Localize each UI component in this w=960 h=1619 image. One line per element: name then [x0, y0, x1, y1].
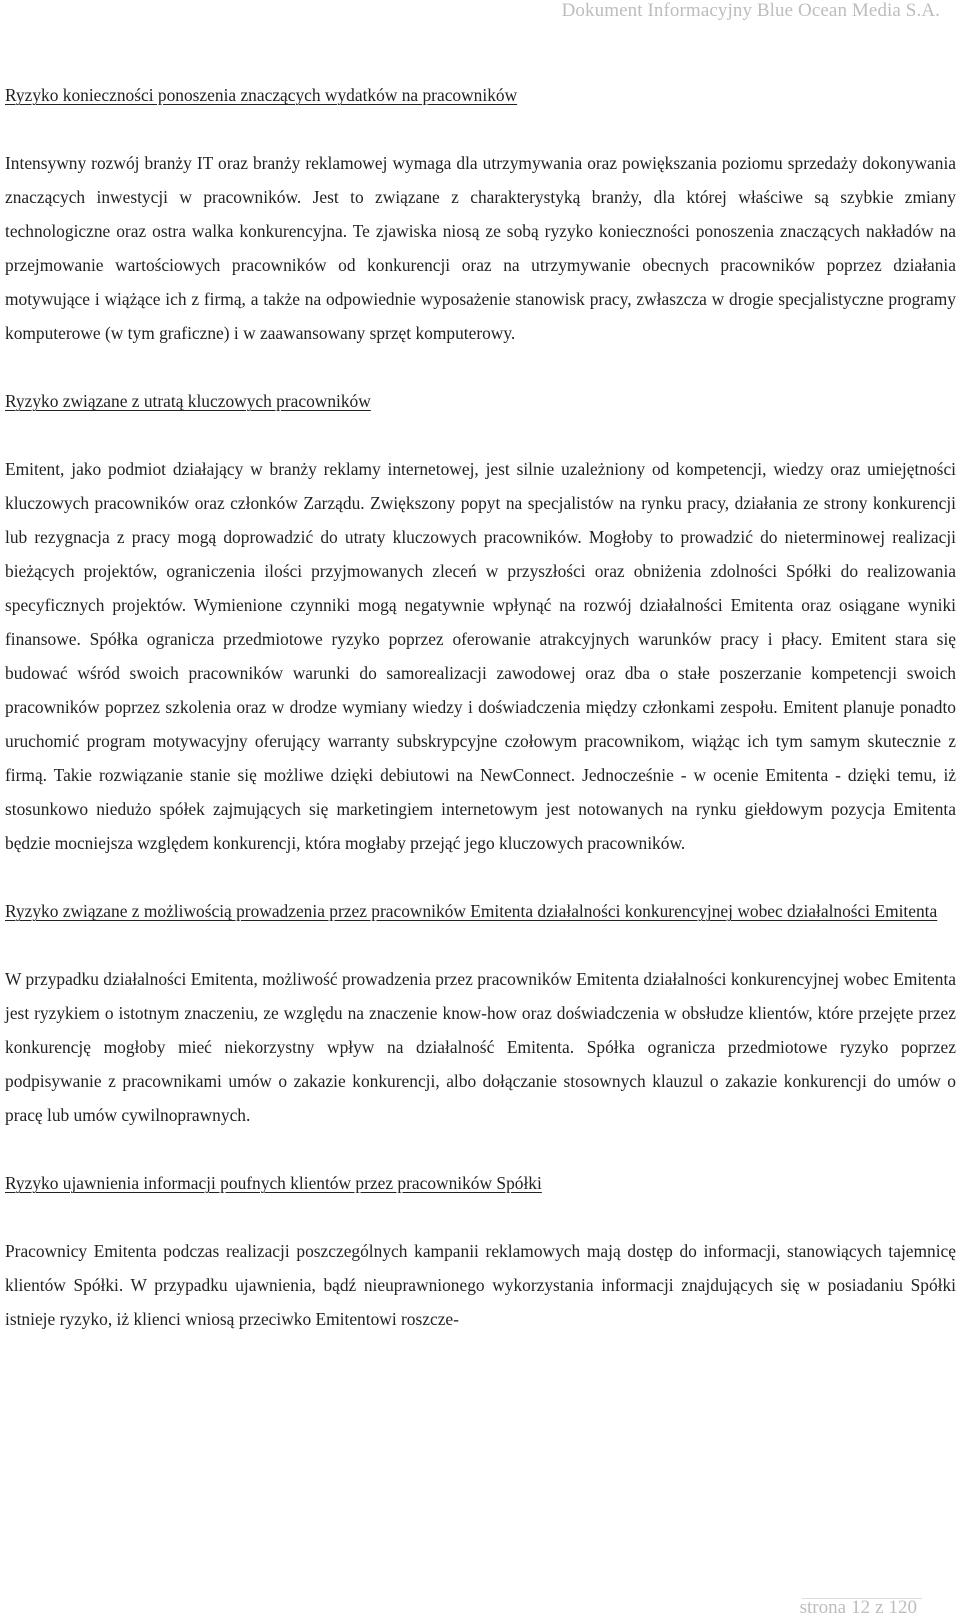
- page-current: 12: [851, 1597, 871, 1618]
- spacer: [5, 418, 956, 452]
- spacer: [5, 350, 956, 384]
- paragraph-competing-activity: W przypadku działalności Emitenta, możliwość prowadzenia przez pracowników Emitenta działalności konkurencyjnej wobec Emitenta jest ryzykiem o istotnym znaczeniu, ze względu na znaczenie know-how oraz doświadczenia w obsłudze klientów, które przejęte przez konkurencję mogłoby mieć niekorzystny wpływ na działalność Emitenta. Spółka ogranicza przedmiotowe ryzyko poprzez podpisywanie z pracownikami umów o zakazie konkurencji, albo dołączanie stosownych klauzul o zakazie konkurencji do umów o pracę lub umów cywilnoprawnych.: [5, 969, 956, 1125]
- section-heading-employee-costs: Ryzyko konieczności ponoszenia znaczących wydatków na pracowników: [5, 85, 518, 105]
- page-separator: z: [875, 1597, 884, 1618]
- page-label: strona: [799, 1597, 847, 1618]
- document-body: [5, 78, 956, 1336]
- section-heading-key-staff-loss: Ryzyko związane z utratą kluczowych pracowników: [5, 391, 371, 411]
- spacer: [5, 1132, 956, 1166]
- page-number: [800, 1597, 922, 1619]
- paragraph-key-staff-loss: Emitent, jako podmiot działający w branży reklamy internetowej, jest silnie uzależniony od kompetencji, wiedzy oraz umiejętności kluczowych pracowników oraz członków Zarządu. Zwiększony popyt na specjalistów na rynku pracy, działania ze strony konkurencji lub rezygnacja z pracy mogą doprowadzić do utraty kluczowych pracowników. Mogłoby to prowadzić do nieterminowej realizacji bieżących projektów, ograniczenia ilości przyjmowanych zleceń w przyszłości oraz obniżenia zdolności Spółki do realizowania specyficznych projektów. Wymienione czynniki mogą negatywnie wpłynąć na rozwój działalności Emitenta oraz osiągane wyniki finansowe. Spółka ogranicza przedmiotowe ryzyko poprzez oferowanie atrakcyjnych warunków pracy i płacy. Emitent stara się budować wśród swoich pracowników warunki do samorealizacji zawodowej oraz dba o stałe poszerzanie kompetencji swoich pracowników poprzez szkolenia oraz w drodze wymiany wiedzy i doświadczenia między członkami zespołu. Emitent planuje ponadto uruchomić program motywacyjny oferujący warranty subskrypcyjne czołowym pracownikom, wiążąc ich tym samym skutecznie z firmą. Takie rozwiązanie stanie się możliwe dzięki debiutowi na NewConnect. Jednocześnie - w ocenie Emitenta - dzięki temu, iż stosunkowo niedużo spółek zajmujących się marketingiem internetowym jest notowanych na rynku giełdowym pozycja Emitenta będzie mocniejsza względem konkurencji, która mogłaby przejąć jego kluczowych pracowników.: [5, 459, 956, 853]
- section-heading-competing-activity: Ryzyko związane z możliwością prowadzenia przez pracowników Emitenta działalności konkurencyjnej wobec działalności Emitenta: [5, 901, 938, 921]
- spacer: [5, 1200, 956, 1234]
- running-header: Dokument Informacyjny Blue Ocean Media S.A.: [561, 0, 940, 21]
- page-total: 120: [888, 1597, 917, 1618]
- spacer: [5, 112, 956, 146]
- spacer: [5, 928, 956, 962]
- paragraph-employee-costs: Intensywny rozwój branży IT oraz branży reklamowej wymaga dla utrzymywania oraz powiększania poziomu sprzedaży dokonywania znaczących inwestycji w pracowników. Jest to związane z charakterystyką branży, dla której właściwe są szybkie zmiany technologiczne oraz ostra walka konkurencyjna. Te zjawiska niosą ze sobą ryzyko konieczności ponoszenia znaczących nakładów na przejmowanie wartościowych pracowników od konkurencji oraz na utrzymywanie obecnych pracowników poprzez działania motywujące i wiążące ich z firmą, a także na odpowiednie wyposażenie stanowisk pracy, zwłaszcza w drogie specjalistyczne programy komputerowe (w tym graficzne) i w zaawansowany sprzęt komputerowy.: [5, 153, 956, 343]
- spacer: [5, 860, 956, 894]
- paragraph-confidential-info: Pracownicy Emitenta podczas realizacji poszczególnych kampanii reklamowych mają dostęp do informacji, stanowiących tajemnicę klientów Spółki. W przypadku ujawnienia, bądź nieuprawnionego wykorzystania informacji znajdujących się w posiadaniu Spółki istnieje ryzyko, iż klienci wniosą przeciwko Emitentowi roszcze-: [5, 1241, 956, 1329]
- section-heading-confidential-info: Ryzyko ujawnienia informacji poufnych klientów przez pracowników Spółki: [5, 1173, 542, 1193]
